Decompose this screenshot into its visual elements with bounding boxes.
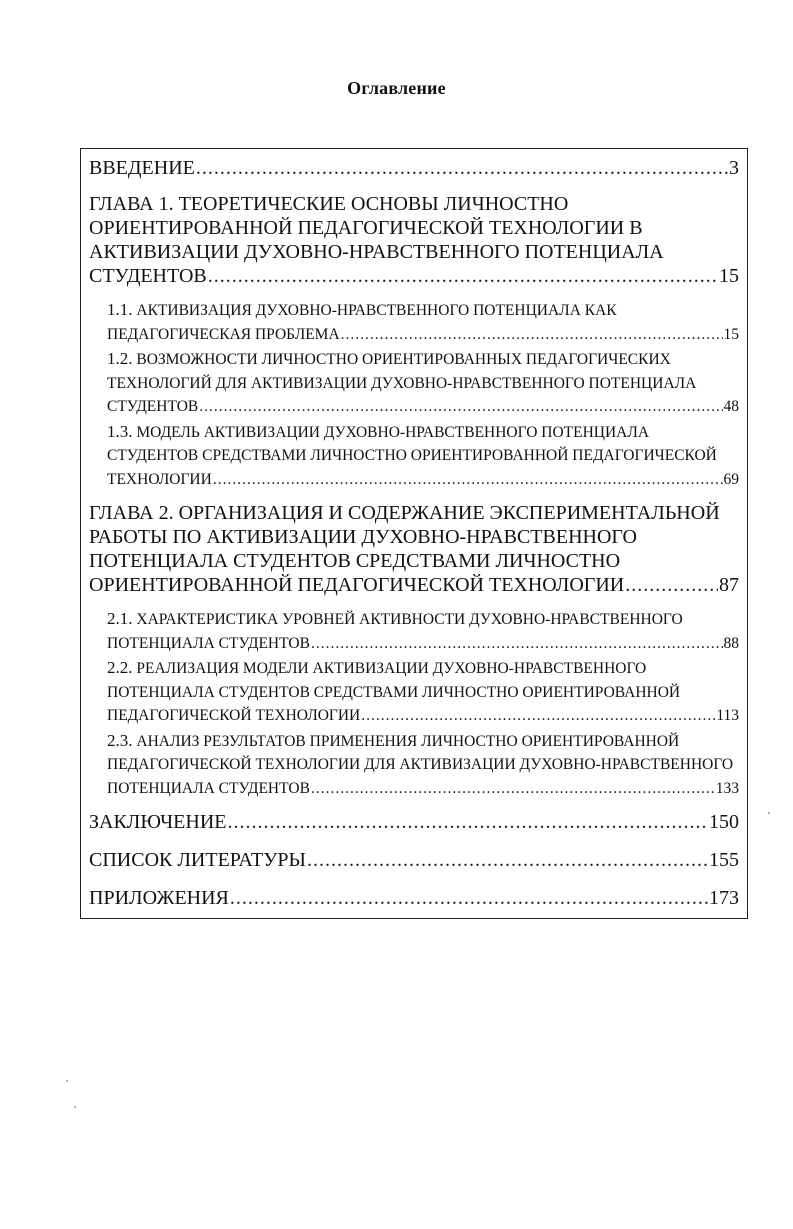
toc-tail-group xyxy=(89,810,739,910)
section-number: 2.2. xyxy=(107,658,133,677)
dot-leader xyxy=(227,810,708,834)
dot-leader xyxy=(213,468,723,492)
toc-entry-line: СТУДЕНТОВ xyxy=(107,398,199,415)
section-number: 1.3. xyxy=(107,421,133,441)
chapter-2-group xyxy=(89,501,739,800)
dot-leader xyxy=(199,395,722,419)
toc-entry-line: ПОТЕНЦИАЛА СТУДЕНТОВ xyxy=(107,779,310,797)
dot-leader xyxy=(196,156,728,180)
scan-speck xyxy=(768,812,770,814)
toc-entry-line: ТЕХНОЛОГИИ xyxy=(107,470,212,488)
toc-entry-section-2-1[interactable] xyxy=(89,607,739,655)
dot-leader xyxy=(361,704,715,728)
toc-entry-label: ЗАКЛЮЧЕНИЕ xyxy=(89,811,227,833)
section-number: 1.2. xyxy=(107,349,133,368)
toc-entry-appendices[interactable] xyxy=(89,886,739,910)
toc-page-number: 48 xyxy=(723,398,739,415)
toc-entry-line: МОДЕЛЬ АКТИВИЗАЦИИ ДУХОВНО-НРАВСТВЕННОГО ПОТЕНЦИАЛА xyxy=(136,423,650,441)
dot-leader xyxy=(208,264,718,288)
toc-page-number: 133 xyxy=(715,779,739,797)
toc-entry-line: ПЕДАГОГИЧЕСКАЯ ПРОБЛЕМА xyxy=(107,325,340,343)
toc-entry-line: РЕАЛИЗАЦИЯ МОДЕЛИ АКТИВИЗАЦИИ ДУХОВНО-НРАВСТВЕННОГО xyxy=(136,660,647,677)
toc-entry-line: ПОТЕНЦИАЛА СТУДЕНТОВ СРЕДСТВАМИ ЛИЧНОСТНО ОРИЕНТИРОВАННОЙ xyxy=(107,683,681,701)
toc-entry-line: ТЕХНОЛОГИЙ ДЛЯ АКТИВИЗАЦИИ ДУХОВНО-НРАВСТВЕННОГО ПОТЕНЦИАЛА xyxy=(107,374,697,392)
toc-entry-section-2-2[interactable] xyxy=(89,656,739,728)
toc-page-number: 88 xyxy=(723,634,739,652)
dot-leader xyxy=(341,323,723,347)
toc-entry-line: ГЛАВА 2. ОРГАНИЗАЦИЯ И СОДЕРЖАНИЕ ЭКСПЕРИМЕНТАЛЬНОЙ xyxy=(89,502,720,524)
toc-entry-label: ПРИЛОЖЕНИЯ xyxy=(89,887,229,909)
toc-entry-line: АКТИВИЗАЦИИ ДУХОВНО-НРАВСТВЕННОГО ПОТЕНЦИАЛА xyxy=(89,241,664,263)
toc-entry-line: ВОЗМОЖНОСТИ ЛИЧНОСТНО ОРИЕНТИРОВАННЫХ ПЕДАГОГИЧЕСКИХ xyxy=(136,351,671,368)
dot-leader xyxy=(307,848,708,872)
toc-page-number: 69 xyxy=(723,470,739,488)
dot-leader xyxy=(625,573,718,597)
toc-entry-label: ВВЕДЕНИЕ xyxy=(89,157,195,179)
toc-entry-line: ОРИЕНТИРОВАННОЙ ПЕДАГОГИЧЕСКОЙ ТЕХНОЛОГИИ В xyxy=(89,217,643,239)
toc-entry-line: АКТИВИЗАЦИЯ ДУХОВНО-НРАВСТВЕННОГО ПОТЕНЦИАЛА КАК xyxy=(136,302,617,319)
toc-entry-chapter-1[interactable] xyxy=(89,192,739,288)
dot-leader xyxy=(230,886,708,910)
toc-entry-section-1-1[interactable] xyxy=(89,298,739,346)
chapter-1-group xyxy=(89,192,739,491)
toc-entry-line: ПЕДАГОГИЧЕСКОЙ ТЕХНОЛОГИИ ДЛЯ АКТИВИЗАЦИИ ДУХОВНО-НРАВСТВЕННОГО xyxy=(107,756,734,773)
toc-page-number: 15 xyxy=(723,325,739,343)
toc-entry-line: ПЕДАГОГИЧЕСКОЙ ТЕХНОЛОГИИ xyxy=(107,707,361,724)
toc-page-number: 87 xyxy=(719,574,739,596)
toc-page-number: 173 xyxy=(709,887,739,909)
toc-entry-conclusion[interactable] xyxy=(89,810,739,834)
toc-entry-chapter-2[interactable] xyxy=(89,501,739,597)
section-number: 1.1. xyxy=(107,300,133,319)
toc-entry-references[interactable] xyxy=(89,848,739,872)
toc-entry-section-2-3[interactable] xyxy=(89,729,739,801)
toc-entry-section-1-3[interactable] xyxy=(89,420,739,492)
toc-entry-line: ОРИЕНТИРОВАННОЙ ПЕДАГОГИЧЕСКОЙ ТЕХНОЛОГИИ xyxy=(89,574,625,596)
table-of-contents xyxy=(80,148,748,919)
section-number: 2.1. xyxy=(107,609,133,628)
toc-page-number: 150 xyxy=(709,811,739,833)
toc-entry-line: РАБОТЫ ПО АКТИВИЗАЦИИ ДУХОВНО-НРАВСТВЕННОГО xyxy=(89,526,637,548)
scan-speck xyxy=(74,1106,76,1108)
toc-page-number: 155 xyxy=(709,849,739,871)
toc-entry-line: ГЛАВА 1. ТЕОРЕТИЧЕСКИЕ ОСНОВЫ ЛИЧНОСТНО xyxy=(89,193,569,215)
scan-speck xyxy=(66,1080,68,1082)
toc-entry-section-1-2[interactable] xyxy=(89,347,739,419)
toc-page-number: 3 xyxy=(729,157,739,179)
dot-leader xyxy=(311,632,723,656)
toc-entry-line: ПОТЕНЦИАЛА СТУДЕНТОВ СРЕДСТВАМИ ЛИЧНОСТНО xyxy=(89,550,621,572)
toc-entry-label: СПИСОК ЛИТЕРАТУРЫ xyxy=(89,849,306,871)
toc-entry-intro[interactable] xyxy=(89,156,739,180)
toc-entry-line: СТУДЕНТОВ xyxy=(89,265,207,287)
toc-page-number: 15 xyxy=(719,265,739,287)
toc-page-number: 113 xyxy=(716,707,739,724)
toc-entry-line: ХАРАКТЕРИСТИКА УРОВНЕЙ АКТИВНОСТИ ДУХОВНО-НРАВСТВЕННОГО xyxy=(136,611,683,628)
toc-entry-line: СТУДЕНТОВ СРЕДСТВАМИ ЛИЧНОСТНО ОРИЕНТИРОВАННОЙ ПЕДАГОГИЧЕСКОЙ xyxy=(107,447,717,464)
page-title: Оглавление xyxy=(347,78,446,98)
dot-leader xyxy=(311,777,715,801)
toc-entry-line: ПОТЕНЦИАЛА СТУДЕНТОВ xyxy=(107,634,310,652)
section-number: 2.3. xyxy=(107,730,133,750)
toc-entry-line: АНАЛИЗ РЕЗУЛЬТАТОВ ПРИМЕНЕНИЯ ЛИЧНОСТНО ОРИЕНТИРОВАННОЙ xyxy=(136,732,680,750)
